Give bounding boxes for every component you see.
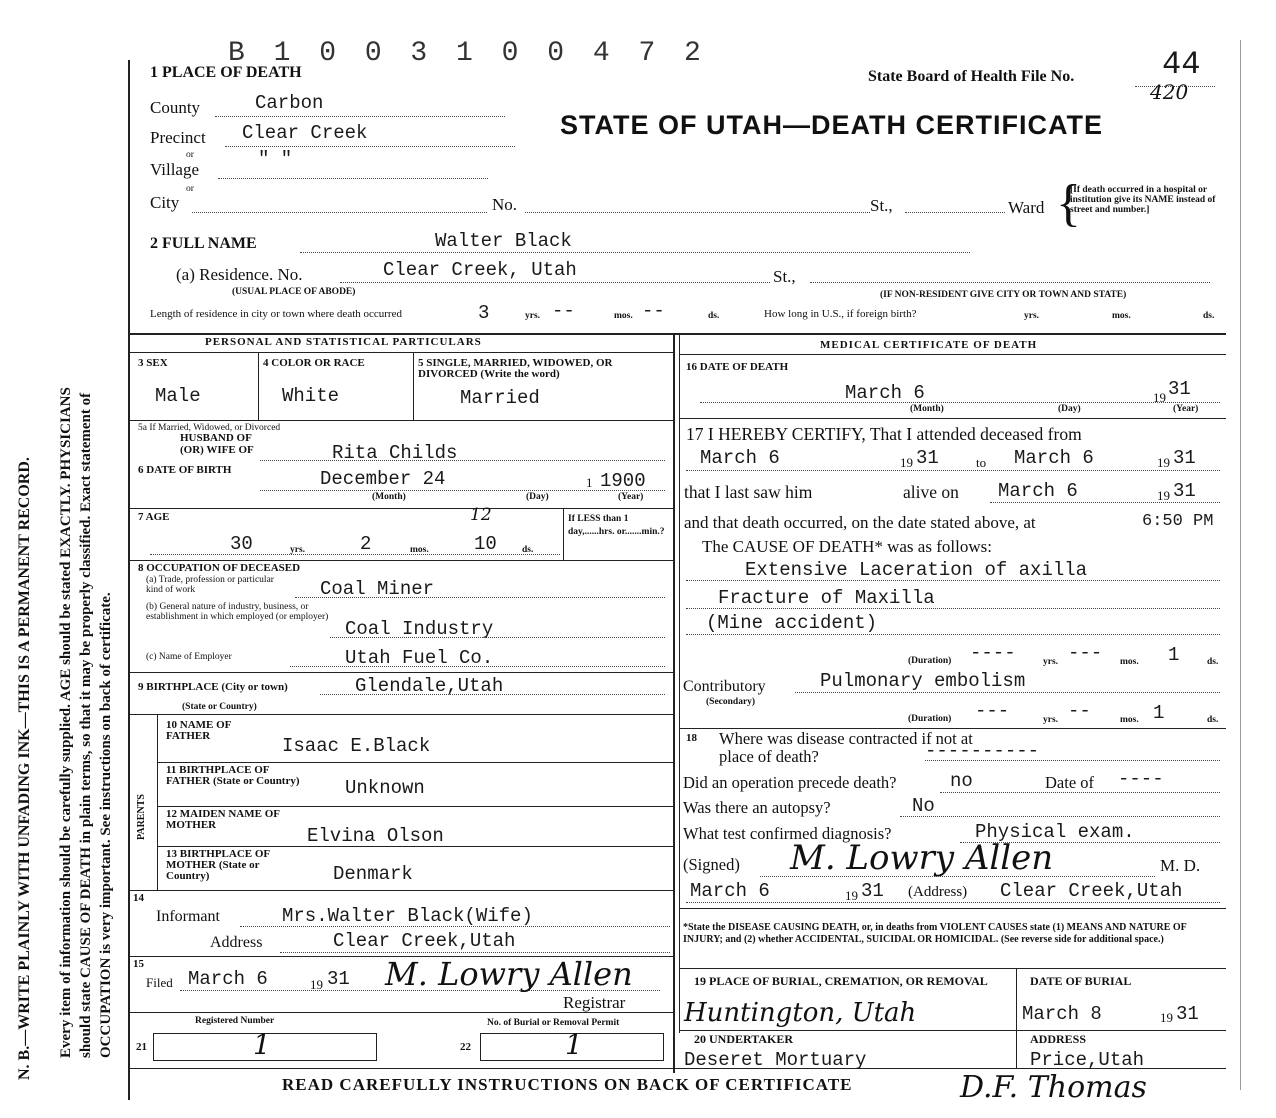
usual-abode-note: (USUAL PLACE OF ABODE) bbox=[232, 287, 356, 297]
informant-address: Clear Creek,Utah bbox=[333, 930, 516, 952]
length-residence-label: Length of residence in city or town where death occurred bbox=[150, 308, 402, 320]
age-years: 30 bbox=[230, 533, 253, 555]
dod-year-caption: (Year) bbox=[1173, 404, 1199, 414]
burial-place: Huntington, Utah bbox=[684, 998, 917, 1028]
test-value: Physical exam. bbox=[975, 821, 1135, 843]
attended-from-year: 31 bbox=[916, 447, 939, 469]
burial-year: 31 bbox=[1176, 1003, 1199, 1025]
burial-permit-label: No. of Burial or Removal Permit bbox=[487, 1018, 620, 1028]
footer-signature: D.F. Thomas bbox=[960, 1070, 1147, 1105]
dob-month-day: December 24 bbox=[320, 468, 446, 490]
file-no-value: 44 bbox=[1162, 46, 1201, 83]
side-instruction-line1: N. B.—WRITE PLAINLY WITH UNFADING INK—THIS IS A PERMANENT RECORD. bbox=[16, 457, 33, 1080]
occupation-b-label: (b) General nature of industry, business, or establishment in which employed (or employer) bbox=[146, 602, 329, 622]
certificate-title: STATE OF UTAH—DEATH CERTIFICATE bbox=[560, 110, 1103, 140]
nonresident-note: (IF NON-RESIDENT GIVE CITY OR TOWN AND STATE) bbox=[880, 290, 1127, 300]
alive-year-prefix: 19 bbox=[1157, 488, 1170, 503]
race-label: 4 COLOR OR RACE bbox=[263, 357, 365, 369]
age-ds-unit: ds. bbox=[522, 545, 534, 555]
duration-2-yrs: yrs. bbox=[1043, 715, 1059, 725]
duration-2-days: 1 bbox=[1153, 702, 1165, 724]
race-value: White bbox=[282, 385, 340, 407]
item-15-number: 15 bbox=[133, 958, 144, 970]
duration-1-yrs: yrs. bbox=[1043, 657, 1059, 667]
undertaker-label: 20 UNDERTAKER bbox=[694, 1032, 794, 1046]
spouse-label-b: HUSBAND OF bbox=[180, 432, 252, 444]
undertaker-address: Price,Utah bbox=[1030, 1049, 1145, 1071]
place-heading: 1 PLACE OF DEATH bbox=[150, 64, 302, 81]
physician-address-label: (Address) bbox=[908, 884, 968, 900]
occupation-c-label: (c) Name of Employer bbox=[146, 652, 232, 662]
village-label: Village bbox=[150, 160, 200, 179]
burial-date-label: DATE OF BURIAL bbox=[1030, 974, 1132, 988]
county-value: Carbon bbox=[255, 92, 324, 114]
filed-label: Filed bbox=[146, 975, 173, 990]
file-no-handwritten: 420 bbox=[1150, 80, 1189, 104]
alive-on-text: alive on bbox=[903, 482, 959, 502]
mother-birthplace: Denmark bbox=[333, 863, 413, 885]
operation-date-dash: ---- bbox=[1118, 768, 1164, 790]
length-ds-dash: -- bbox=[642, 300, 665, 322]
length-mos-unit: mos. bbox=[614, 311, 633, 321]
from-year-prefix: 19 bbox=[900, 455, 913, 470]
dob-year-caption: (Year) bbox=[618, 492, 644, 502]
spouse-label-a: 5a If Married, Widowed, or Divorced bbox=[138, 423, 281, 433]
less-than-day-label: If LESS than 1 day,......hrs. or.......min.? bbox=[568, 514, 665, 537]
dod-month-caption: (Month) bbox=[910, 404, 944, 414]
duration-2-dash-b: -- bbox=[1068, 700, 1091, 722]
full-name-label: 2 FULL NAME bbox=[150, 235, 257, 252]
burial-date: March 8 bbox=[1022, 1003, 1102, 1025]
us-length-label: How long in U.S., if foreign birth? bbox=[764, 308, 917, 320]
medical-heading: MEDICAL CERTIFICATE OF DEATH bbox=[820, 339, 1038, 351]
where-contracted-dash: ---------- bbox=[925, 740, 1040, 762]
street-no-label: No. bbox=[492, 195, 518, 214]
cause-line-2: Fracture of Maxilla bbox=[718, 587, 935, 609]
item-22-number: 22 bbox=[460, 1041, 471, 1053]
file-no-label: State Board of Health File No. bbox=[868, 68, 1075, 85]
side-instruction-line3: should state CAUSE OF DEATH in plain terms, so that it may be properly classified. Exact statement of bbox=[78, 392, 94, 1058]
dob-year: 1900 bbox=[600, 470, 646, 492]
filed-date: March 6 bbox=[188, 968, 268, 990]
birthplace-sub-label: (State or Country) bbox=[182, 702, 257, 712]
contributory-cause: Pulmonary embolism bbox=[820, 670, 1026, 692]
side-instruction-line4: OCCUPATION is very important. See instructions on back of certificate. bbox=[98, 592, 114, 1058]
mother-birthplace-label: 13 BIRTHPLACE OF MOTHER (State or Country) bbox=[166, 848, 270, 882]
us-yrs-unit: yrs. bbox=[1024, 311, 1040, 321]
contributory-label: Contributory bbox=[683, 678, 766, 695]
spouse-label-c: (OR) WIFE OF bbox=[180, 444, 254, 456]
marital-label: 5 SINGLE, MARRIED, WIDOWED, OR DIVORCED (Write the word) bbox=[418, 357, 613, 380]
signed-date: March 6 bbox=[690, 880, 770, 902]
undertaker: Deseret Mortuary bbox=[684, 1049, 867, 1071]
signed-year: 31 bbox=[861, 880, 884, 902]
time-of-death: 6:50 PM bbox=[1142, 512, 1214, 531]
cause-line-3: (Mine accident) bbox=[706, 612, 878, 634]
street-label: St., bbox=[870, 196, 893, 215]
dob-day-caption: (Day) bbox=[526, 492, 549, 502]
informant-value: Mrs.Walter Black(Wife) bbox=[282, 905, 533, 927]
full-name-value: Walter Black bbox=[435, 230, 572, 252]
autopsy-label: Was there an autopsy? bbox=[683, 798, 831, 817]
filed-year: 31 bbox=[327, 968, 350, 990]
cause-footnote: *State the DISEASE CAUSING DEATH, or, in deaths from VIOLENT CAUSES state (1) MEANS AND NATURE OF INJURY; and (2) whether ACCIDENTAL, SUICIDAL OR HOMICIDAL. (See reverse side for additional space.) bbox=[683, 922, 1187, 945]
cause-line-1: Extensive Laceration of axilla bbox=[745, 559, 1088, 581]
precinct-label: Precinct bbox=[150, 128, 206, 147]
age-days: 10 bbox=[474, 533, 497, 555]
residence-label: (a) Residence. No. bbox=[176, 265, 303, 284]
certificate-number: B 1 0 0 3 1 0 0 4 7 2 bbox=[228, 38, 707, 69]
residence-value: Clear Creek, Utah bbox=[383, 259, 577, 281]
duration-1-days: 1 bbox=[1168, 644, 1180, 666]
occupation-heading: 8 OCCUPATION OF DECEASED bbox=[138, 562, 301, 574]
father-birthplace-label: 11 BIRTHPLACE OF FATHER (State or Country) bbox=[166, 764, 300, 787]
age-label: 7 AGE bbox=[138, 511, 170, 523]
alive-date: March 6 bbox=[998, 480, 1078, 502]
occupation-industry: Coal Industry bbox=[345, 618, 494, 640]
age-mos-unit: mos. bbox=[410, 545, 429, 555]
to-label: to bbox=[976, 455, 987, 470]
secondary-label: (Secondary) bbox=[706, 697, 756, 707]
birthplace-label: 9 BIRTHPLACE (City or town) bbox=[138, 681, 288, 693]
or-label-1: or bbox=[186, 150, 194, 160]
burial-place-label: 19 PLACE OF BURIAL, CREMATION, OR REMOVAL bbox=[694, 974, 988, 988]
filed-year-prefix: 19 bbox=[310, 977, 323, 992]
registered-number-label: Registered Number bbox=[195, 1016, 275, 1026]
operation-date-label: Date of bbox=[1045, 773, 1095, 792]
duration-2-mos: mos. bbox=[1120, 715, 1139, 725]
personal-heading: PERSONAL AND STATISTICAL PARTICULARS bbox=[205, 336, 482, 348]
village-value: " " bbox=[258, 148, 293, 170]
where-contracted-text: Where was disease contracted if not at place of death? bbox=[719, 729, 973, 766]
signed-label: (Signed) bbox=[683, 855, 740, 874]
registered-number-value: 1 bbox=[253, 1028, 271, 1061]
undertaker-address-label: ADDRESS bbox=[1030, 1032, 1087, 1046]
sex-value: Male bbox=[155, 385, 201, 407]
father-birthplace: Unknown bbox=[345, 777, 425, 799]
registrar-label: Registrar bbox=[563, 993, 626, 1012]
dod-day-caption: (Day) bbox=[1058, 404, 1081, 414]
ward-label: Ward bbox=[1008, 198, 1045, 217]
length-yrs-unit: yrs. bbox=[525, 311, 541, 321]
father-name: Isaac E.Black bbox=[282, 735, 431, 757]
spouse-value: Rita Childs bbox=[332, 442, 458, 464]
ward-brace: { bbox=[1056, 175, 1081, 232]
occupation-employer: Utah Fuel Co. bbox=[345, 647, 494, 669]
to-year-prefix: 19 bbox=[1157, 455, 1170, 470]
informant-address-label: Address bbox=[210, 934, 263, 951]
footer-instructions: READ CAREFULLY INSTRUCTIONS ON BACK OF CERTIFICATE bbox=[282, 1075, 853, 1094]
duration-1-dash-b: --- bbox=[1068, 642, 1103, 664]
parents-label: PARENTS bbox=[136, 794, 147, 840]
age-note: 12 bbox=[470, 505, 492, 525]
death-occurred-text: and that death occurred, on the date stated above, at bbox=[684, 513, 1036, 532]
dob-month-caption: (Month) bbox=[372, 492, 406, 502]
length-ds-unit: ds. bbox=[708, 311, 720, 321]
ward-note: [If death occurred in a hospital or institution give its NAME instead of street and number.] bbox=[1070, 185, 1216, 215]
duration-2-ds: ds. bbox=[1207, 715, 1219, 725]
cause-heading: The CAUSE OF DEATH* was as follows: bbox=[702, 537, 992, 556]
attended-to: March 6 bbox=[1014, 447, 1094, 469]
physician-address: Clear Creek,Utah bbox=[1000, 880, 1183, 902]
precinct-value: Clear Creek bbox=[242, 122, 368, 144]
duration-1-ds: ds. bbox=[1207, 657, 1219, 667]
informant-label: Informant bbox=[156, 908, 220, 925]
registrar-signature: M. Lowry Allen bbox=[385, 955, 633, 993]
sex-label: 3 SEX bbox=[138, 357, 168, 369]
signed-year-prefix: 19 bbox=[845, 888, 858, 903]
attended-to-year: 31 bbox=[1173, 447, 1196, 469]
attended-from: March 6 bbox=[700, 447, 780, 469]
burial-permit-value: 1 bbox=[565, 1028, 583, 1061]
city-label: City bbox=[150, 193, 180, 212]
duration-1-dash-a: ---- bbox=[970, 642, 1016, 664]
md-label: M. D. bbox=[1160, 856, 1201, 875]
date-of-death-label: 16 DATE OF DEATH bbox=[686, 361, 789, 373]
test-label: What test confirmed diagnosis? bbox=[683, 824, 892, 843]
last-saw-text: that I last saw him bbox=[684, 482, 813, 502]
marital-value: Married bbox=[460, 387, 540, 409]
item-21-number: 21 bbox=[136, 1041, 147, 1053]
birthplace-value: Glendale,Utah bbox=[355, 675, 504, 697]
dob-year-prefix: 1 bbox=[586, 475, 593, 490]
date-of-death: March 6 bbox=[845, 382, 925, 404]
dod-year-prefix: 19 bbox=[1153, 390, 1166, 405]
length-residence-yrs: 3 bbox=[478, 302, 490, 324]
operation-label: Did an operation precede death? bbox=[683, 773, 897, 792]
duration-2-label: (Duration) bbox=[908, 714, 952, 724]
us-mos-unit: mos. bbox=[1112, 311, 1131, 321]
operation-value: no bbox=[950, 770, 973, 792]
occupation-trade: Coal Miner bbox=[320, 578, 435, 600]
physician-signature: M. Lowry Allen bbox=[790, 838, 1054, 878]
mother-name: Elvina Olson bbox=[307, 825, 444, 847]
date-of-death-year: 31 bbox=[1168, 378, 1191, 400]
burial-year-prefix: 19 bbox=[1160, 1010, 1173, 1025]
autopsy-value: No bbox=[912, 795, 935, 817]
or-label-2: or bbox=[186, 184, 194, 194]
dob-label: 6 DATE OF BIRTH bbox=[138, 464, 232, 476]
us-ds-unit: ds. bbox=[1203, 311, 1215, 321]
occupation-a-label: (a) Trade, profession or particular kind of work bbox=[146, 575, 274, 595]
age-months: 2 bbox=[360, 533, 372, 555]
certify-text: 17 I HEREBY CERTIFY, That I attended deceased from bbox=[686, 424, 1082, 444]
item-18-number: 18 bbox=[686, 732, 697, 744]
father-name-label: 10 NAME OF FATHER bbox=[166, 719, 231, 742]
mother-name-label: 12 MAIDEN NAME OF MOTHER bbox=[166, 808, 280, 831]
residence-street-label: St., bbox=[773, 267, 796, 286]
item-14-number: 14 bbox=[133, 892, 144, 904]
duration-2-dash-a: --- bbox=[975, 700, 1010, 722]
side-instruction-line2: Every item of information should be carefully supplied. AGE should be stated EXACTLY. PHYSICIANS bbox=[58, 387, 74, 1058]
age-yrs-unit: yrs. bbox=[290, 545, 306, 555]
alive-year: 31 bbox=[1173, 480, 1196, 502]
duration-1-mos: mos. bbox=[1120, 657, 1139, 667]
county-label: County bbox=[150, 98, 201, 117]
duration-1-label: (Duration) bbox=[908, 656, 952, 666]
length-mos-dash: -- bbox=[552, 300, 575, 322]
